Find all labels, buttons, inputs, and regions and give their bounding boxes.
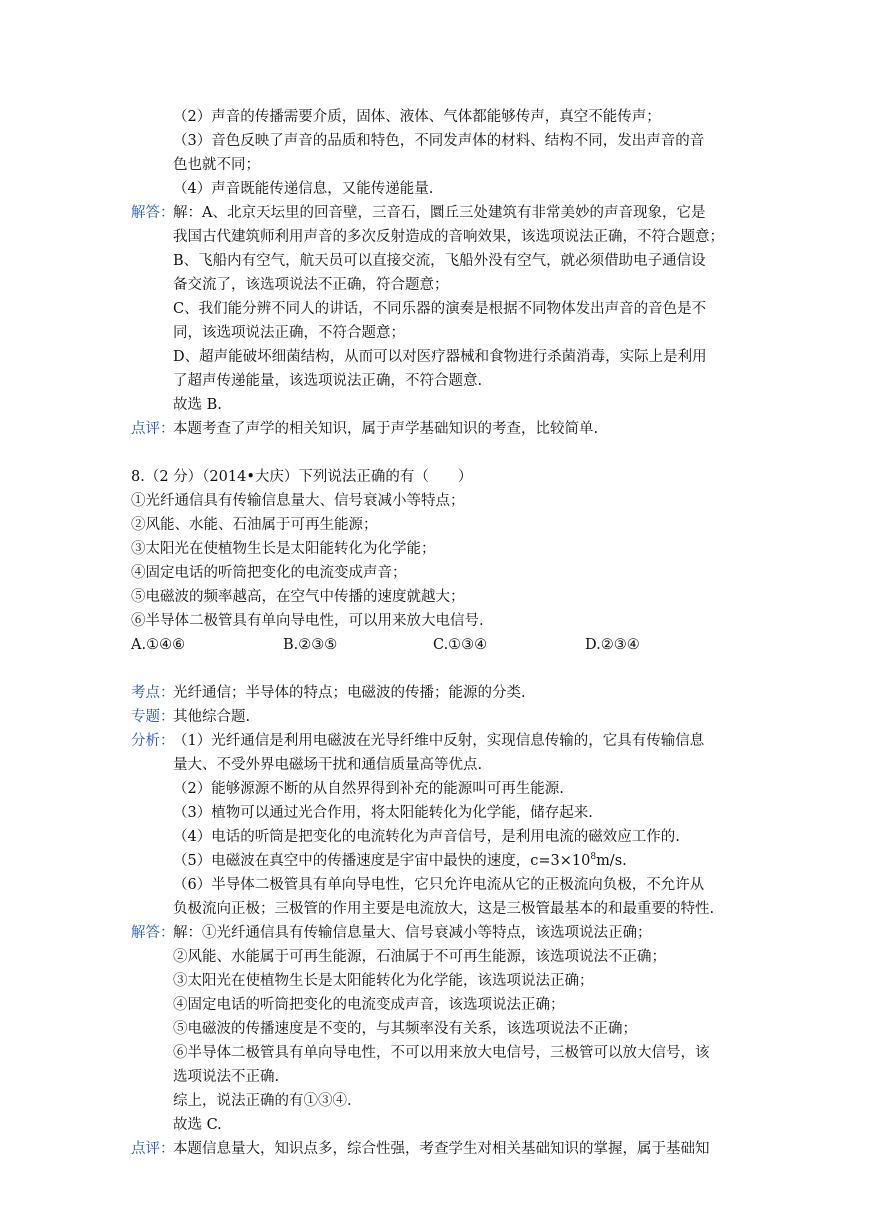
q8-analysis-line: （4）电话的听筒是把变化的电流转化为声音信号，是利用电流的磁效应工作的.	[173, 829, 680, 845]
q7-answer-line: 同，该选项说法正确，不符合题意；	[173, 325, 405, 341]
q8-statement: ③太阳光在使植物生长是太阳能转化为化学能；	[131, 541, 436, 557]
comment-label: 点评：	[131, 1141, 175, 1157]
q8-answer-line: 选项说法不正确.	[173, 1069, 280, 1085]
q7-analysis-line: （4）声音既能传递信息，又能传递能量.	[173, 181, 434, 197]
q7-answer-line: 解：A、北京天坛里的回音壁，三音石，圜丘三处建筑有非常美妙的声音现象，它是	[173, 205, 706, 221]
analysis-label: 分析：	[131, 733, 175, 749]
q8-analysis-5-text: （5）电磁波在真空中的传播速度是宇宙中最快的速度，c=3×10	[173, 853, 591, 869]
topic-label: 考点：	[131, 685, 175, 701]
q8-answer-summary: 综上，说法正确的有①③④.	[173, 1093, 352, 1109]
q8-analysis-line-5	[173, 851, 627, 871]
q8-analysis-line: 量大、不受外界电磁场干扰和通信质量高等优点.	[173, 757, 483, 773]
q8-analysis-5-exponent: 8	[590, 852, 597, 862]
q7-answer-line: 了超声传递能量，该选项说法正确，不符合题意.	[173, 373, 483, 389]
q7-analysis-line: （3）音色反映了声音的品质和特色，不同发声体的材料、结构不同，发出声音的音	[173, 133, 705, 149]
q7-answer-choice: 故选 B.	[173, 397, 222, 413]
q8-statement: ④固定电话的听筒把变化的电流变成声音；	[131, 565, 407, 581]
q8-answer-line: ⑥半导体二极管具有单向导电性，不可以用来放大电信号，三极管可以放大信号，该	[173, 1045, 710, 1061]
q8-category: 其他综合题.	[173, 709, 251, 725]
q8-option-c: C.①③④	[433, 637, 488, 653]
q7-analysis-line: 色也就不同；	[173, 157, 260, 173]
q8-analysis-line: （1）光纤通信是利用电磁波在光导纤维中反射，实现信息传输的，它具有传输信息	[173, 733, 705, 749]
q7-answer-line: C、我们能分辨不同人的讲话，不同乐器的演奏是根据不同物体发出声音的音色是不	[173, 301, 707, 317]
q7-analysis-line: （2）声音的传播需要介质，固体、液体、气体都能够传声，真空不能传声；	[173, 109, 661, 125]
q8-option-a: A.①④⑥	[131, 637, 186, 653]
q8-analysis-line: （6）半导体二极管具有单向导电性，它只允许电流从它的正极流向负极，不允许从	[173, 877, 705, 893]
q7-answer-line: B、飞船内有空气，航天员可以直接交流，飞船外没有空气，就必须借助电子通信设	[173, 253, 706, 269]
q8-topic: 光纤通信；半导体的特点；电磁波的传播；能源的分类.	[173, 685, 526, 701]
category-label: 专题：	[131, 709, 175, 725]
q8-analysis-5-unit: m/s.	[596, 853, 627, 869]
q8-answer-line: 解：①光纤通信具有传输信息量大、信号衰减小等特点，该选项说法正确；	[173, 925, 652, 941]
q7-answer-line: 我国古代建筑师利用声音的多次反射造成的音响效果，该选项说法正确，不符合题意；	[173, 229, 724, 245]
answer-label: 解答：	[131, 205, 175, 221]
q8-answer-line: ②风能、水能属于可再生能源，石油属于不可再生能源，该选项说法不正确；	[173, 949, 666, 965]
q8-option-b: B.②③⑤	[283, 637, 338, 653]
q8-statement: ①光纤通信具有传输信息量大、信号衰减小等特点；	[131, 493, 465, 509]
q8-statement: ⑤电磁波的频率越高，在空气中传播的速度就越大；	[131, 589, 465, 605]
comment-label: 点评：	[131, 421, 175, 437]
answer-label: 解答：	[131, 925, 175, 941]
q8-answer-line: ③太阳光在使植物生长是太阳能转化为化学能，该选项说法正确；	[173, 973, 594, 989]
q8-statement: ②风能、水能、石油属于可再生能源；	[131, 517, 378, 533]
q8-answer-choice: 故选 C.	[173, 1117, 222, 1133]
q8-answer-line: ④固定电话的听筒把变化的电流变成声音，该选项说法正确；	[173, 997, 565, 1013]
q8-stem: 8.（2 分）（2014•大庆）下列说法正确的有（ ）	[131, 469, 473, 485]
q7-answer-line: 备交流了，该选项说法不正确，符合题意；	[173, 277, 449, 293]
q7-answer-line: D、超声能破坏细菌结构，从而可以对医疗器械和食物进行杀菌消毒，实际上是利用	[173, 349, 707, 365]
q8-analysis-line: 负极流向正极；三极管的作用主要是电流放大，这是三极管最基本的和最重要的特性.	[173, 901, 715, 917]
q8-statement: ⑥半导体二极管具有单向导电性，可以用来放大电信号.	[131, 613, 484, 629]
q8-analysis-line: （2）能够源源不断的从自然界得到补充的能源叫可再生能源.	[173, 781, 564, 797]
q8-option-d: D.②③④	[585, 637, 640, 653]
q8-comment: 本题信息量大，知识点多，综合性强，考查学生对相关基础知识的掌握，属于基础知	[173, 1141, 710, 1157]
q7-comment: 本题考查了声学的相关知识，属于声学基础知识的考查，比较简单.	[173, 421, 599, 437]
q8-analysis-line: （3）植物可以通过光合作用，将太阳能转化为化学能，储存起来.	[173, 805, 593, 821]
q8-answer-line: ⑤电磁波的传播速度是不变的，与其频率没有关系，该选项说法不正确；	[173, 1021, 637, 1037]
